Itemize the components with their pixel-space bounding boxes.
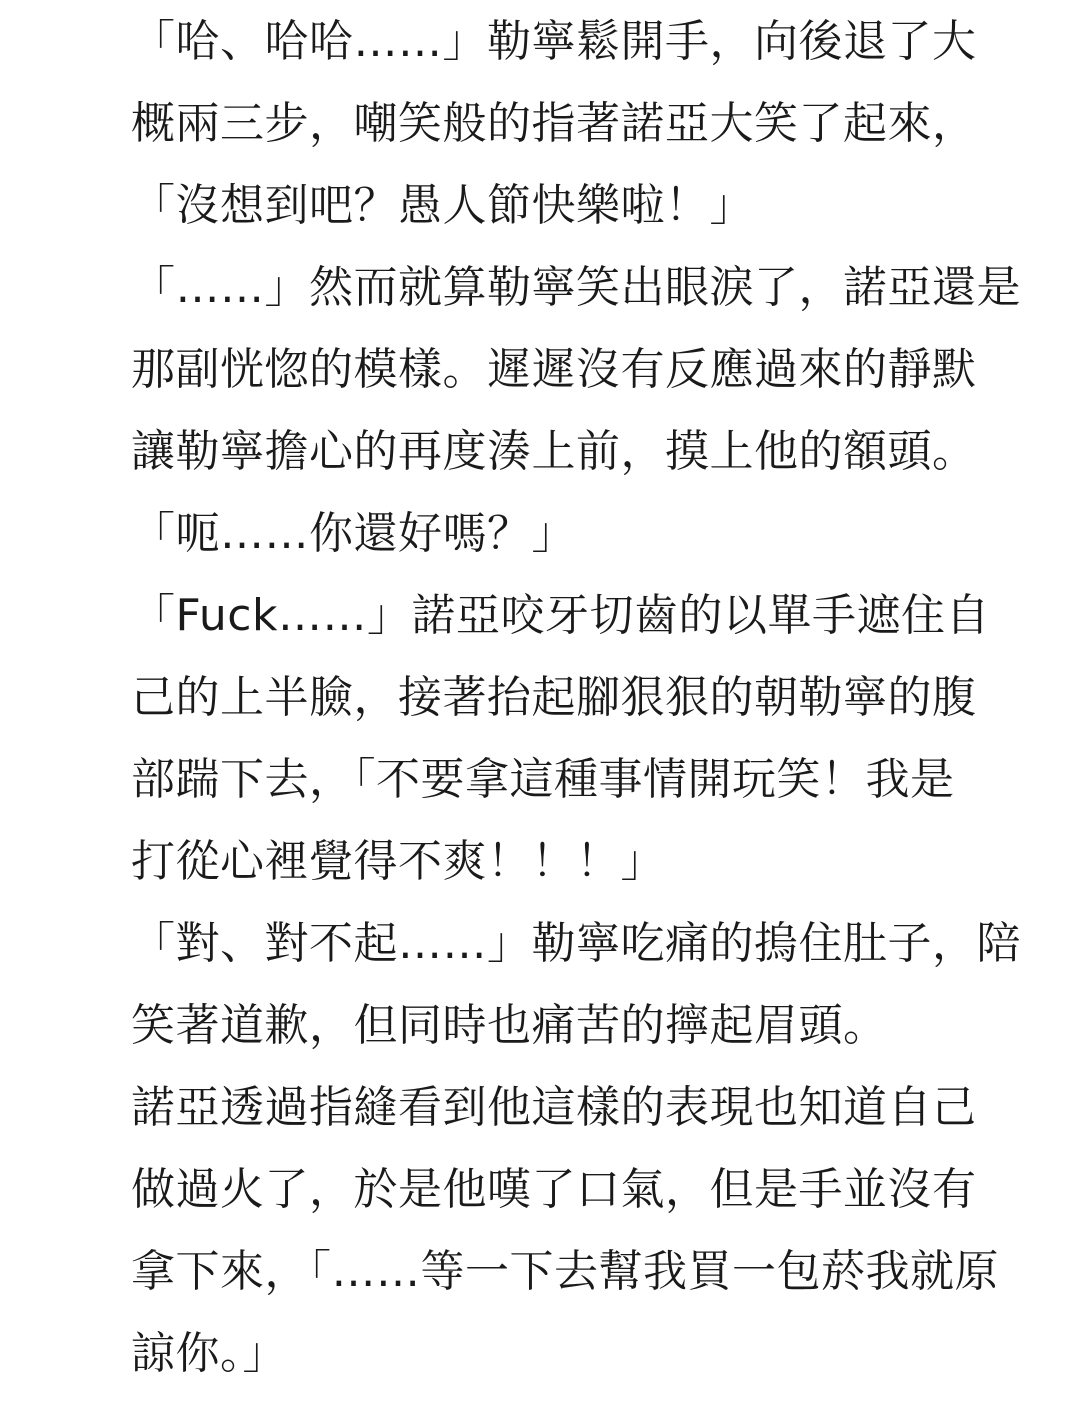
text-line: 「……」然而就算勒寧笑出眼淚了，諾亞還是 xyxy=(131,262,1021,313)
text-line: 笑著道歉，但同時也痛苦的擰起眉頭。 xyxy=(131,1000,888,1051)
text-line: 做過火了，於是他嘆了口氣，但是手並沒有 xyxy=(131,1164,977,1215)
text-line: 「呃……你還好嗎？」 xyxy=(131,508,576,559)
text-line: 諾亞透過指縫看到他這樣的表現也知道自己 xyxy=(131,1082,977,1133)
text-line: 拿下來，「……等一下去幫我買一包菸我就原 xyxy=(131,1246,999,1297)
text-line: 部踹下去，「不要拿這種事情開玩笑！我是 xyxy=(131,754,955,805)
text-line: 諒你。」 xyxy=(131,1328,287,1379)
text-line: 那副恍惚的模樣。遲遲沒有反應過來的靜默 xyxy=(131,344,977,395)
text-line: 「哈、哈哈……」勒寧鬆開手，向後退了大 xyxy=(131,16,977,67)
text-line: 己的上半臉，接著抬起腳狠狠的朝勒寧的腹 xyxy=(131,672,977,723)
story-text xyxy=(131,0,1061,1404)
text-line: 打從心裡覺得不爽！！！」 xyxy=(131,836,665,887)
text-line: 「對、對不起……」勒寧吃痛的摀住肚子，陪 xyxy=(131,918,1021,969)
text-line: 讓勒寧擔心的再度湊上前，摸上他的額頭。 xyxy=(131,426,977,477)
text-line: 「Fuck……」諾亞咬牙切齒的以單手遮住自 xyxy=(131,590,990,641)
text-line: 「沒想到吧？愚人節快樂啦！」 xyxy=(131,180,754,231)
text-line: 概兩三步，嘲笑般的指著諾亞大笑了起來， xyxy=(131,98,977,149)
